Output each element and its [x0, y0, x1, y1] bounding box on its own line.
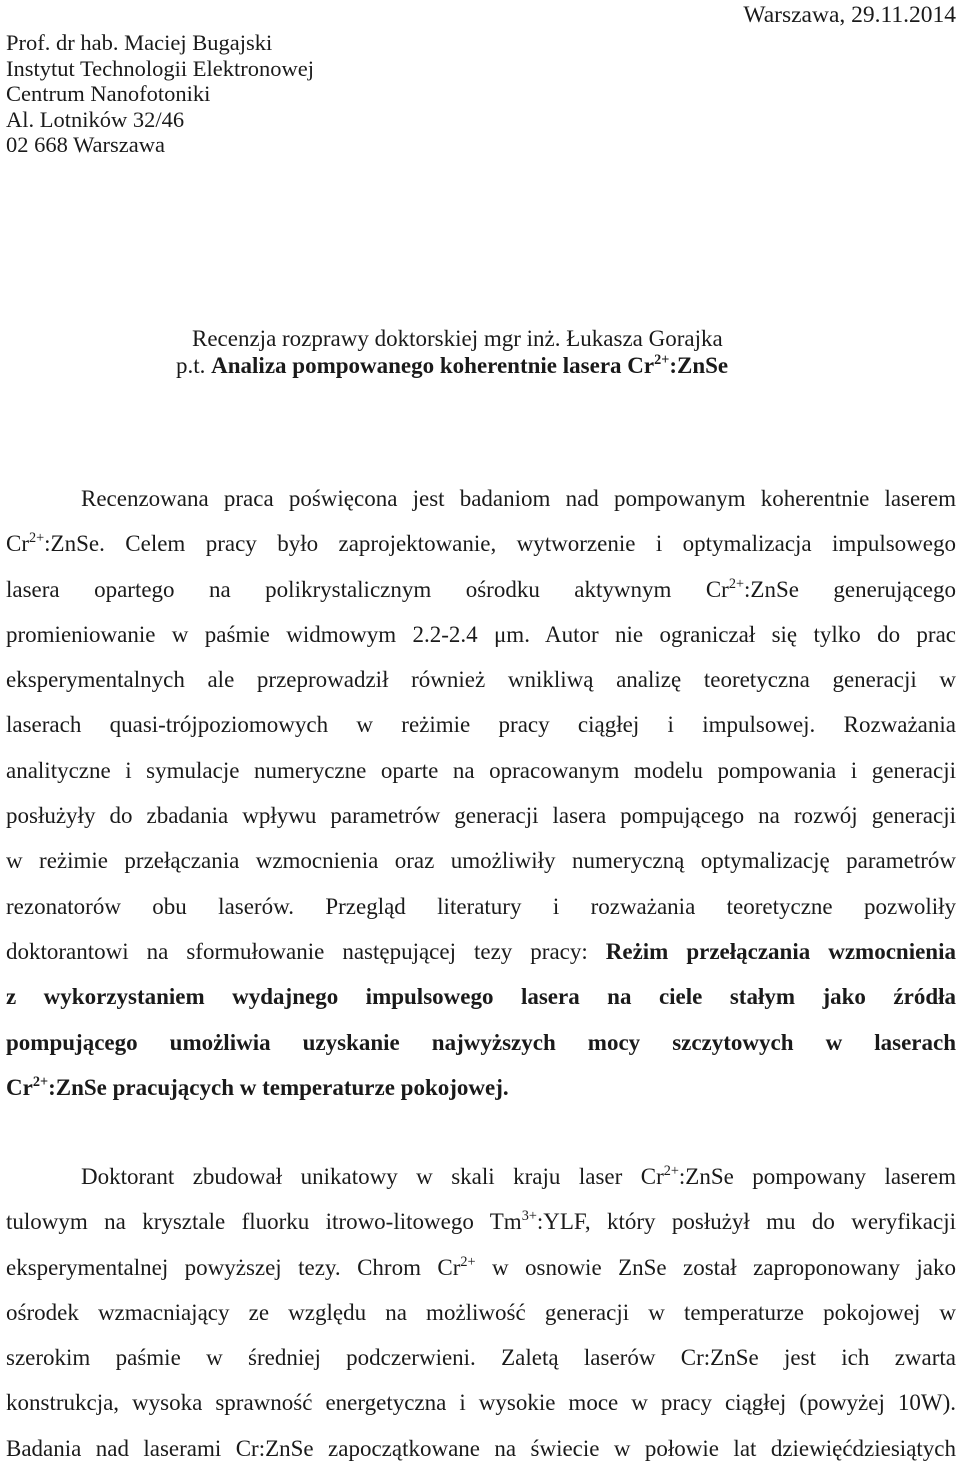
- text-line: posłużyły do zbadania wpływu parametrów generacji lasera pompującego na rozwój generacji: [6, 803, 956, 829]
- text-line: Recenzowana praca poświęcona jest badaniom nad pompowanym koherentnie laserem: [81, 486, 956, 511]
- document-date: Warszawa, 29.11.2014: [743, 2, 956, 28]
- text-line: Badania nad laserami Cr:ZnSe zapoczątkowane na świecie w połowie lat dziewięćdziesiątych: [6, 1435, 956, 1461]
- address-line: Instytut Technologii Elektronowej: [6, 55, 314, 81]
- text-line: ośrodek wzmacniający ze względu na możliwość generacji w temperaturze pokojowej w: [6, 1299, 956, 1325]
- text-line: lasera opartego na polikrystalicznym ośrodku aktywnym $Cr^{2+}:ZnSe$ generującego: [6, 575, 957, 602]
- thesis-statement: $Cr^{2+}:ZnSe$ pracujących w temperaturze pokojowej.: [6, 1074, 509, 1100]
- thesis-statement: pompującego umożliwia uzyskanie najwyższych mocy szczytowych w laserach: [6, 1029, 956, 1055]
- text-line: doktorantowi na sformułowanie następującej tezy pracy: Reżim przełączania wzmocnienia: [6, 938, 956, 964]
- text-line: $Cr^{2+}:ZnSe$. Celem pracy było zaprojektowanie, wytworzenie i optymalizacja impulsowego: [6, 530, 956, 557]
- address-line: Al. Lotników 32/46: [6, 106, 185, 132]
- text-line: w reżimie przełączania wzmocnienia oraz umożliwiły numeryczną optymalizację parametrów: [6, 848, 956, 874]
- text-line: szerokim paśmie w średniej podczerwieni. Zaletą laserów Cr:ZnSe jest ich zwarta: [6, 1345, 956, 1371]
- text-line: laserach quasi-trójpoziomowych w reżimie pracy ciągłej i impulsowej. Rozważania: [6, 712, 956, 738]
- paragraph-laser: [6, 1154, 956, 1471]
- text-line: konstrukcja, wysoka sprawność energetyczna i wysokie moce w pracy ciągłej (powyżej 10W).: [6, 1390, 956, 1416]
- text-line: eksperymentalnych ale przeprowadził również wnikliwą analizę teoretyczna generacji w: [6, 667, 956, 693]
- text-line: rezonatorów obu laserów. Przegląd literatury i rozważania teoretyczne pozwoliły: [6, 893, 956, 919]
- paragraph-summary: [6, 476, 956, 1110]
- title-prefix: p.t.: [176, 353, 206, 378]
- text-line: analityczne i symulacje numeryczne oparte na opracowanym modelu pompowania i generacji: [6, 757, 956, 783]
- thesis-statement: Reżim przełączania wzmocnienia: [605, 938, 956, 964]
- address-line: 02 668 Warszawa: [6, 132, 165, 157]
- address-line: Centrum Nanofotoniki: [6, 81, 211, 106]
- text-line: promieniowanie w paśmie widmowym 2.2-2.4 μm. Autor nie ograniczał się tylko do prac: [6, 621, 956, 647]
- text-line: eksperymentalnej powyższej tezy. Chrom $Cr^{2+}$ w osnowie ZnSe został zaproponowany jako: [6, 1253, 956, 1280]
- review-heading: Recenzja rozprawy doktorskiej mgr inż. Łukasza Gorajka: [192, 326, 723, 351]
- title-text: Analiza pompowanego koherentnie lasera $Cr^{2+}:ZnSe$: [211, 352, 729, 378]
- thesis-title: [176, 353, 728, 379]
- address-line: Prof. dr hab. Maciej Bugajski: [6, 30, 273, 55]
- text-line: tulowym na krysztale fluorku itrowo-litowego $Tm^{3+}:YLF$, który posłużył mu do weryfikacji: [6, 1208, 956, 1235]
- sender-address: [6, 30, 526, 158]
- thesis-statement: z wykorzystaniem wydajnego impulsowego lasera na ciele stałym jako źródła: [6, 984, 956, 1010]
- text-line: Doktorant zbudował unikatowy w skali kraju laser $Cr^{2+}:ZnSe$ pompowany laserem: [81, 1163, 956, 1189]
